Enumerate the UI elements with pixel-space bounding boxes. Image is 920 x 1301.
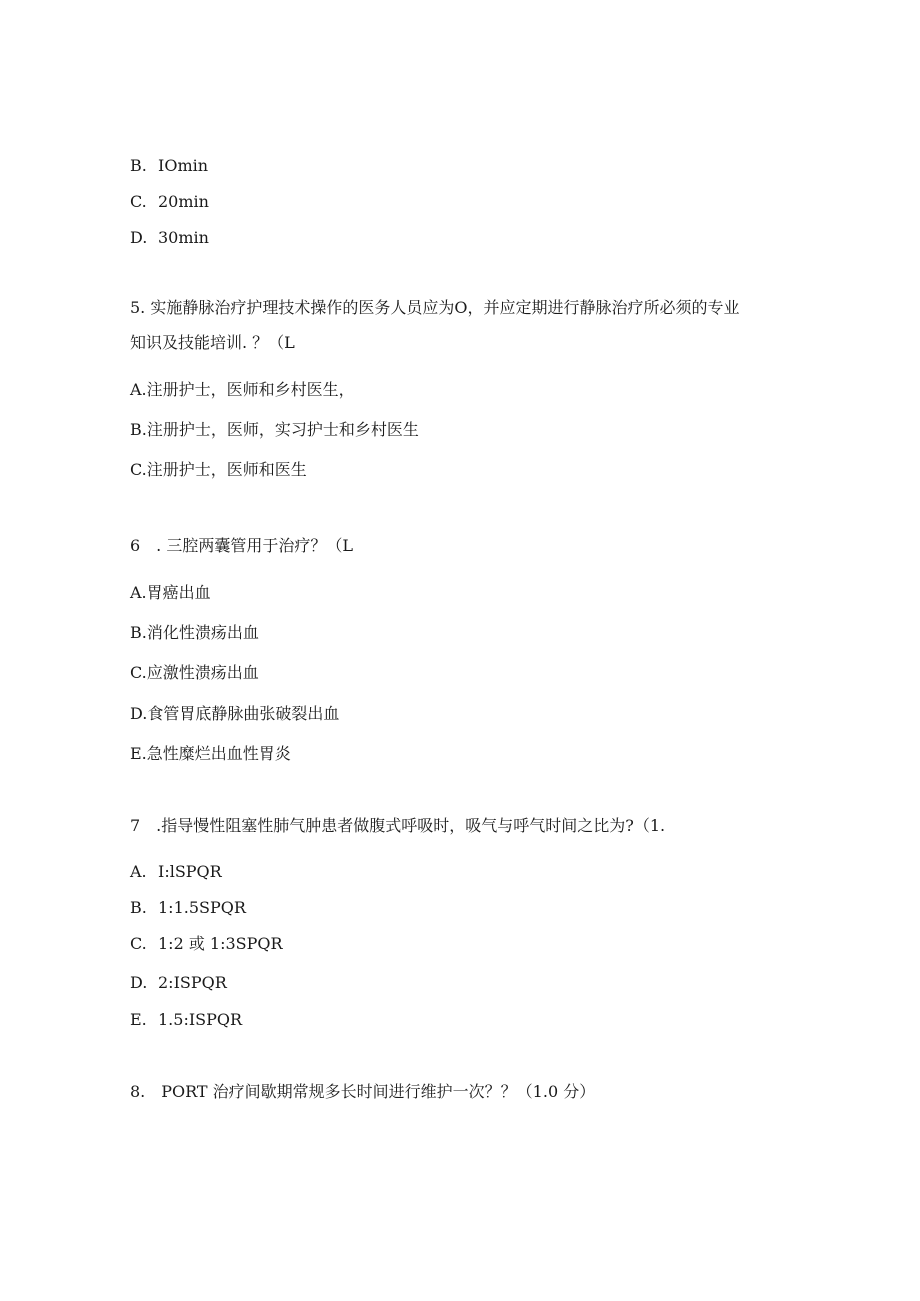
- q6-option-c: C.应激性溃疡出血: [130, 663, 259, 682]
- q6-option-a: A.胃癌出血: [130, 583, 211, 602]
- option-text: 30min: [158, 228, 209, 247]
- q6-option-d: D.食管胃底静脉曲张破裂出血: [130, 704, 340, 723]
- q4-option-b: [130, 155, 208, 177]
- option-text: 2:ISPQR: [158, 973, 227, 992]
- option-text: I:lSPQR: [158, 862, 222, 881]
- q7-option-d: [130, 972, 227, 994]
- option-letter: C.: [130, 192, 147, 211]
- option-letter: B.: [130, 156, 147, 175]
- option-letter: D.: [130, 973, 148, 992]
- q5-option-b: B.注册护士，医师，实习护士和乡村医生: [130, 420, 419, 439]
- q5-option-c: C.注册护士，医师和医生: [130, 460, 307, 479]
- q6-option-e: E.急性糜烂出血性胃炎: [130, 744, 291, 763]
- option-letter: E.: [130, 1010, 147, 1029]
- option-text: 1.5:ISPQR: [158, 1010, 243, 1029]
- option-letter: A.: [130, 862, 147, 881]
- q5-option-a: A.注册护士，医师和乡村医生，: [130, 380, 355, 399]
- q5-stem-line1: 5. 实施静脉治疗护理技术操作的医务人员应为O，并应定期进行静脉治疗所必须的专业: [130, 298, 740, 317]
- q4-option-c: [130, 191, 209, 213]
- option-letter: C.: [130, 934, 147, 953]
- q6-stem: 6 . 三腔两囊管用于治疗？（L: [130, 536, 353, 555]
- q7-option-a: [130, 861, 222, 883]
- q4-option-d: [130, 227, 209, 249]
- q8-stem: 8. PORT 治疗间歇期常规多长时间进行维护一次？？（1.0 分）: [130, 1082, 596, 1101]
- option-text: IOmin: [158, 156, 209, 175]
- option-text: 1:2 或 1:3SPQR: [158, 934, 283, 953]
- option-text: 20min: [158, 192, 209, 211]
- q7-option-e: [130, 1009, 242, 1031]
- option-letter: D.: [130, 228, 148, 247]
- q5-stem-line2: 知识及技能培训. ？（L: [130, 333, 295, 352]
- q7-option-c: [130, 933, 283, 955]
- q7-stem: 7 .指导慢性阻塞性肺气肿患者做腹式呼吸时，吸气与呼气时间之比为?（1.: [130, 816, 666, 835]
- q6-option-b: B.消化性溃疡出血: [130, 623, 259, 642]
- option-letter: B.: [130, 898, 147, 917]
- q7-option-b: [130, 897, 246, 919]
- option-text: 1:1.5SPQR: [158, 898, 246, 917]
